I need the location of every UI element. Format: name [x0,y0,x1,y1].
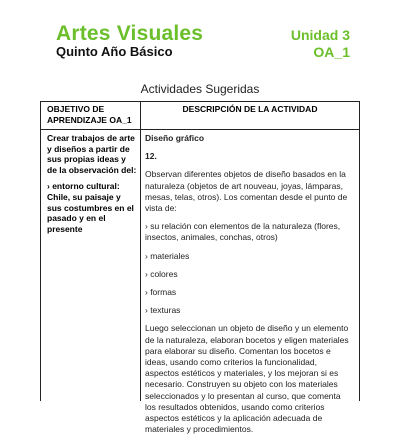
objective-column [47,133,137,240]
activity-item: › su relación con elementos de la naturaleza (flores, insectos, animales, conchas, otros) [145,221,341,243]
objective-intro: Crear trabajos de arte y diseños a partir de sus propias ideas y de la observación del: [47,133,137,175]
document-subtitle: Quinto Año Básico [56,44,173,59]
description-column [145,133,353,442]
section-title: Actividades Sugeridas [140,82,260,96]
activity-intro: Observan diferentes objetos de diseño basados en la naturaleza (objetos de art nouveau, joyas, lámparas, mesas, telas, otros). Los comentan desde el punto de vista de: [145,169,348,214]
unit-label: Unidad 3 [290,27,350,43]
objective-code: OA_1 [313,44,350,60]
activity-heading: Diseño gráfico [145,133,205,143]
column-header-objective: OBJETIVO DE APRENDIZAJE OA_1 [47,104,132,125]
activity-item: › texturas [145,305,181,316]
activity-item: › materiales [145,250,190,261]
column-divider [140,102,141,401]
column-header-description: DESCRIPCIÓN DE LA ACTIVIDAD [182,104,318,114]
activity-closing: Luego seleccionan un objeto de diseño y un elemento de la naturaleza, elaboran bocetos y eligen materiales para elaborar su diseño. Comentan los bocetos e ideas, usando como criterios la funcionalidad, aspectos estéticos y materiales, y los mejoran si es necesario. Construyen su objeto con los materiales seleccionados y lo presentan al curso, que comenta los resultados obtenidos, usando como criterios aspectos estéticos y la aplicación adecuada de materiales y procedimientos. [145,323,349,435]
objective-cultural: › entorno cultural: Chile, su paisaje y sus costumbres en el pasado y en el presente [47,181,134,234]
document-title: Artes Visuales [56,22,204,45]
activity-number: 12. [145,151,157,162]
activity-item: › colores [145,268,178,279]
header-divider [41,129,359,130]
activity-item: › formas [145,287,177,298]
activities-table [40,101,360,435]
